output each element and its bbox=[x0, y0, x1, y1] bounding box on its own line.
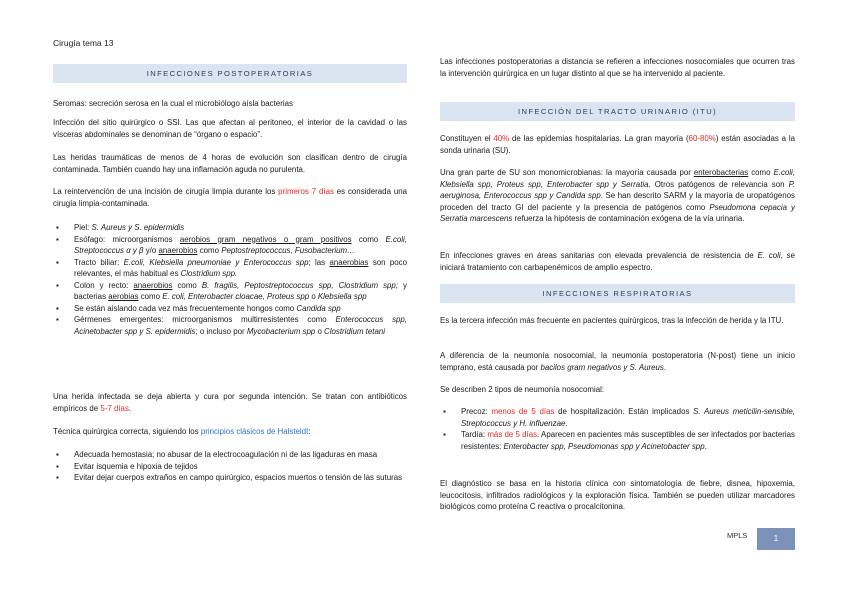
paragraph-resp-tercera: Es la tercera infección más frecuente en pacientes quirúrgicos, tras la infección de herida y la ITU. bbox=[440, 316, 784, 325]
paragraph-heridas-traumaticas: Las heridas traumáticas de menos de 4 horas de evolución son clasifican dentro de cirugía contaminada. También cuando hay una inflamación aguda no purulenta. bbox=[53, 153, 407, 174]
list-item-hongos: ▪ Se están aislando cada vez más frecuentemente hongos como Candida spp bbox=[53, 303, 407, 315]
page-number-badge: 1 bbox=[757, 528, 795, 550]
list-item-piel: ▪ Piel: S. Aureus y S. epidermidis bbox=[53, 222, 407, 234]
list-item-cuerpos-extranos: ▪ Evitar dejar cuerpos extraños en campo quirúrgico, espacios muertos o tensión de las suturas bbox=[53, 472, 407, 484]
paragraph-herida-infectada: Una herida infectada se deja abierta y cura por segunda intención. Se tratan con antibióticos empíricos de 5-7 días. bbox=[53, 392, 407, 413]
paragraph-itu-epidemias: Constituyen el 40% de las epidemias hospitalarias. La gran mayoría (60-80%) están asociadas a la sonda urinaria (SU). bbox=[440, 134, 795, 155]
document-title: Cirugía tema 13 bbox=[53, 38, 114, 48]
bacteria-list bbox=[53, 222, 407, 337]
paragraph-tecnica-quirurgica: Técnica quirúrgica correcta, siguiendo los principios clásicos de Halsteldt: bbox=[53, 427, 311, 436]
paragraph-resp-neumonia: A diferencia de la neumonía nosocomial, la neumonía postoperatoria (N-post) tiene un inicio temprano, está causada por bacilos gram negativos y S. Aureus. bbox=[440, 351, 795, 372]
list-item-tardia: ▪ Tardía: más de 5 días. Aparecen en pacientes más susceptibles de ser infectados por bacterias resistentes: Enterobacter spp, Pseudomonas spp y Acinetobacter spp. bbox=[440, 429, 795, 452]
paragraph-ssi: Infección del sitio quirúrgico o SSI. Las que afectan al peritoneo, el interior de la cavidad o las vísceras abdominales se denominan de “órgano o espacio”. bbox=[53, 118, 407, 139]
neumonia-types-list bbox=[440, 406, 795, 452]
section-header-respiratorias: INFECCIONES RESPIRATORIAS bbox=[440, 284, 795, 303]
halsteldt-principles-list bbox=[53, 449, 407, 484]
list-item-isquemia: ▪ Evitar isquemia e hipoxia de tejidos bbox=[53, 461, 407, 473]
footer-label: MPLS bbox=[727, 531, 748, 540]
paragraph-resp-tipos: Se describen 2 tipos de neumonía nosocomial: bbox=[440, 385, 605, 394]
paragraph-reintervencion: La reintervención de una incisión de cirugía limpia durante los primeros 7 días es considerada una cirugía limpia-contaminada. bbox=[53, 187, 407, 208]
paragraph-resp-diagnostico: El diagnóstico se basa en la historia clínica con sintomatología de fiebre, disnea, hipoxemia, leucocitosis, infiltrados radiológicos y la exploración física. También se pueden utilizar marcadores biológicos como proteína C reactiva o procalcitonina. bbox=[440, 479, 795, 511]
list-item-germenes-emergentes: ▪ Gérmenes emergentes: microorganismos multirresistentes como Enterococcus spp, Acinetobacter spp y S. epidermidis; o incluso por Mycobacterium spp o Clostridium tetani bbox=[53, 314, 407, 337]
paragraph-itu-patogenos: Una gran parte de SU son monomicrobianas: la mayoría causada por enterobacterias como E.coli, Klebsiella spp, Proteus spp, Enterobacter spp y Serratia. Otros patógenos de relevancia son P. aeruginosa, Enterococcus spp y Candida spp. Se han descrito SARM y la mayoría de uropatógenos proceden del tracto GI del paciente y la presencia de patógenos como Pseudomona cepacia y Serratia marcescens refuerza la hipótesis de contaminación exógena de la vía urinaria. bbox=[440, 168, 795, 223]
paragraph-itu-tratamiento: En infecciones graves en áreas sanitarias con elevada prevalencia de resistencia de E. coli, se iniciará tratamiento con carbapenémicos de amplio espectro. bbox=[440, 251, 796, 272]
section-header-postoperatorias: INFECCIONES POSTOPERATORIAS bbox=[53, 64, 407, 83]
paragraph-seromas: Seromas: secreción serosa en la cual el microbiólogo aísla bacterias bbox=[53, 99, 293, 108]
list-item-hemostasia: ▪ Adecuada hemostasia; no abusar de la electrocoagulación ni de las ligaduras en masa bbox=[53, 449, 407, 461]
list-item-esofago: ▪ Esófago: microorganismos aerobios gram negativos o gram positivos como E.coli, Streptococcus α y β y/o anaerobios como Peptostreptococcus, Fusobacterium… bbox=[53, 234, 407, 257]
list-item-colon-recto: ▪ Colon y recto: anaerobios como B. fragilis, Peptostreptococcus spp, Clostridium spp; y bacterias aerobias como E. coli, Enterobacter cloacae, Proteus spp o Klebsiella spp bbox=[53, 280, 407, 303]
list-item-precoz: ▪ Precoz: menos de 5 días de hospitalización. Están implicados S. Aureus meticilin-sensible, Streptococcus y H. influenzae. bbox=[440, 406, 795, 429]
section-header-itu: INFECCIÓN DEL TRACTO URINARIO (ITU) bbox=[440, 102, 795, 121]
list-item-tracto-biliar: ▪ Tracto biliar: E.coli, Klebsiella pneumoniae y Enterococcus spp; las anaerobias son poco relevantes, el más habitual es Clostridium spp. bbox=[53, 257, 407, 280]
paragraph-intro-distancia: Las infecciones postoperatorias a distancia se refieren a infecciones nosocomiales que ocurren tras la intervención quirúrgica en un lugar distinto al que se ha intervenido al paciente. bbox=[440, 57, 795, 78]
